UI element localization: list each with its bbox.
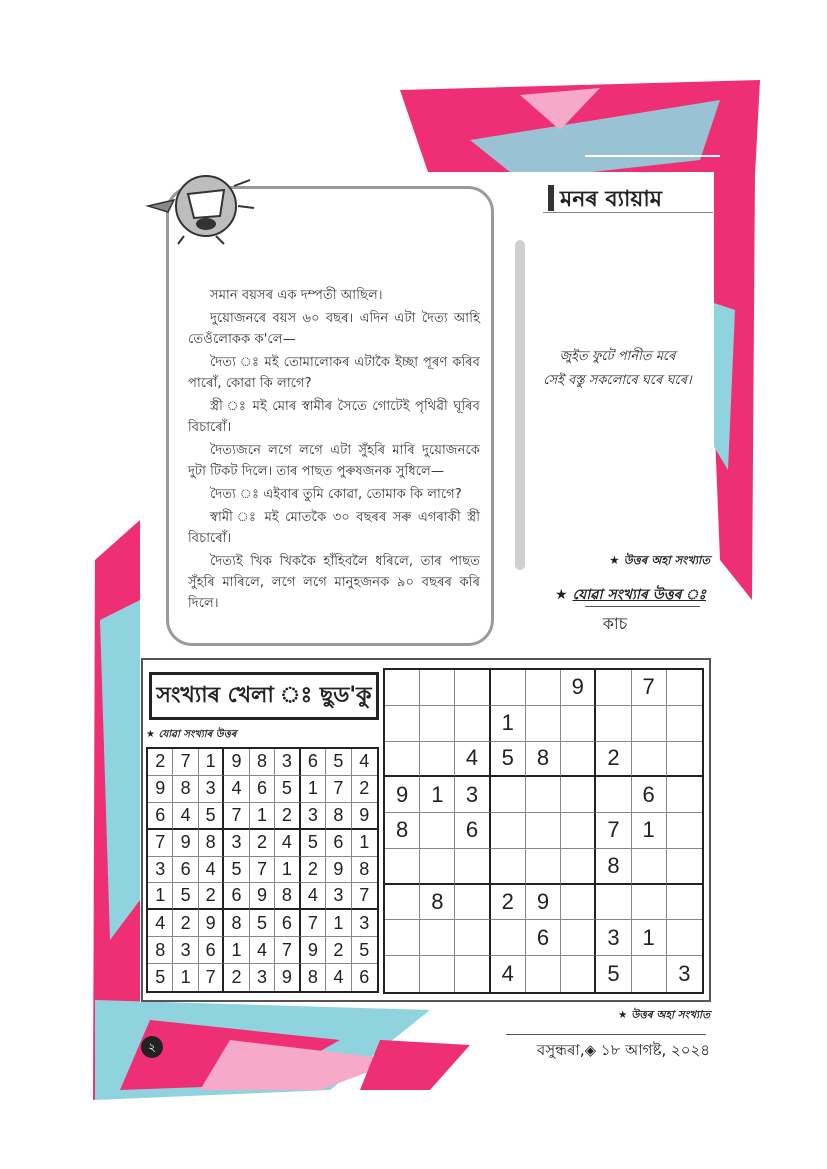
solved-grid-cell: 5 bbox=[275, 776, 300, 803]
joke-paragraph: দুয়োজনৰে বয়স ৬০ বছৰ। এদিন এটা দৈত্য আহি তেওঁলোকক ক'লে— bbox=[188, 311, 480, 347]
puzzle-grid-cell: 3 bbox=[678, 961, 691, 987]
puzzle-grid-cell bbox=[632, 742, 667, 778]
puzzle-grid-cell bbox=[420, 706, 455, 742]
puzzle-grid-cell: 2 bbox=[491, 885, 526, 921]
puzzle-grid-cell bbox=[455, 956, 490, 992]
solved-grid-cell: 2 bbox=[326, 937, 351, 964]
puzzle-grid-cell bbox=[561, 813, 596, 849]
puzzle-grid-cell bbox=[385, 706, 420, 742]
solved-grid-cell: 8 bbox=[326, 803, 351, 830]
puzzle-grid-cell bbox=[385, 849, 420, 885]
answer-hint: ★ উত্তৰ অহা সংখ্যাত bbox=[609, 553, 710, 567]
solved-grid-cell: 5 bbox=[326, 749, 351, 776]
solved-grid-cell: 5 bbox=[301, 830, 326, 857]
joke-paragraph: স্বামী ঃ মই মোতকৈ ৩০ বছৰৰ সৰু এগৰাকী স্ত্ৰী বিচাৰোঁ। bbox=[188, 510, 480, 546]
solved-grid-cell: 6 bbox=[301, 749, 326, 776]
puzzle-grid-cell bbox=[455, 920, 490, 956]
solved-grid-cell: 2 bbox=[199, 883, 224, 910]
solved-grid-cell: 4 bbox=[301, 883, 326, 910]
solved-grid-cell: 3 bbox=[326, 883, 351, 910]
solved-grid-cell: 7 bbox=[173, 749, 198, 776]
solved-grid-cell: 9 bbox=[148, 776, 173, 803]
solved-grid-cell: 2 bbox=[301, 857, 326, 884]
puzzle-grid-cell bbox=[526, 849, 561, 885]
puzzle-grid-cell bbox=[561, 885, 596, 921]
solved-grid-cell: 1 bbox=[173, 964, 198, 991]
puzzle-grid-cell bbox=[420, 742, 455, 778]
solved-grid-cell: 9 bbox=[326, 857, 351, 884]
puzzle-grid-cell: 6 bbox=[455, 813, 490, 849]
solved-grid-cell: 6 bbox=[148, 803, 173, 830]
puzzle-grid-cell bbox=[385, 670, 420, 706]
puzzle-grid-cell bbox=[667, 777, 702, 813]
solved-grid-cell: 5 bbox=[173, 883, 198, 910]
solved-grid-cell: 5 bbox=[148, 964, 173, 991]
puzzle-grid-cell bbox=[526, 706, 561, 742]
puzzle-grid-cell: 9 bbox=[561, 670, 596, 706]
solved-grid-cell: 8 bbox=[275, 883, 300, 910]
puzzle-grid-cell: 8 bbox=[596, 849, 631, 885]
solved-grid-cell: 7 bbox=[301, 910, 326, 937]
solved-label: ★ যোৱা সংখ্যাৰ উত্তৰ bbox=[146, 729, 237, 740]
solved-grid-cell: 3 bbox=[352, 910, 377, 937]
puzzle-grid-cell bbox=[420, 813, 455, 849]
puzzle-grid-cell bbox=[596, 777, 631, 813]
puzzle-grid-cell: 1 bbox=[632, 813, 667, 849]
solved-grid-cell: 8 bbox=[250, 749, 275, 776]
answer-heading bbox=[546, 583, 706, 607]
puzzle-grid-cell bbox=[526, 956, 561, 992]
solved-grid-cell: 9 bbox=[224, 749, 249, 776]
puzzle-grid-cell bbox=[385, 956, 420, 992]
solved-grid-cell: 1 bbox=[224, 937, 249, 964]
puzzle-grid-cell: 8 bbox=[385, 813, 420, 849]
solved-grid-cell: 9 bbox=[275, 964, 300, 991]
puzzle-grid-cell bbox=[596, 706, 631, 742]
solved-grid-cell: 5 bbox=[250, 910, 275, 937]
puzzle-grid-cell bbox=[526, 670, 561, 706]
header-bar bbox=[548, 185, 554, 211]
puzzle-grid-cell bbox=[561, 706, 596, 742]
answer-word: কাচ bbox=[602, 614, 628, 633]
solved-sudoku-grid bbox=[146, 747, 379, 993]
solved-grid-cell: 2 bbox=[173, 910, 198, 937]
puzzle-grid-cell bbox=[526, 813, 561, 849]
puzzle-grid-cell bbox=[491, 849, 526, 885]
solved-grid-cell: 8 bbox=[173, 776, 198, 803]
puzzle-grid-cell bbox=[526, 777, 561, 813]
solved-grid-cell: 4 bbox=[250, 937, 275, 964]
puzzle-grid-cell: 3 bbox=[596, 920, 631, 956]
puzzle-grid-cell bbox=[667, 670, 702, 706]
puzzle-grid-cell bbox=[455, 670, 490, 706]
puzzle-grid-cell: 6 bbox=[526, 920, 561, 956]
answer-hint: ★ উত্তৰ অহা সংখ্যাত bbox=[618, 1009, 710, 1021]
publication-info: বসুন্ধৰা,◈ ১৮ আগষ্ট, ২০২৪ bbox=[536, 1041, 710, 1059]
puzzle-grid-cell bbox=[667, 920, 702, 956]
joke-paragraph: দৈত্যজনে লগে লগে এটা সুঁহৰি মাৰি দুয়োজনকে দুটা টিকট দিলে। তাৰ পাছত পুৰুষজনক সুধিলে— bbox=[188, 443, 480, 479]
vertical-divider bbox=[515, 240, 525, 570]
solved-grid-cell: 7 bbox=[275, 937, 300, 964]
sudoku-puzzle-grid bbox=[383, 668, 704, 994]
solved-grid-cell: 4 bbox=[199, 857, 224, 884]
joke-paragraph: স্ত্ৰী ঃ মই মোৰ স্বামীৰ সৈতে গোটেই পৃথিৱী ঘূৰিব বিচাৰোঁ। bbox=[188, 399, 480, 435]
puzzle-grid-cell: 3 bbox=[455, 777, 490, 813]
puzzle-grid-cell: 5 bbox=[491, 742, 526, 778]
solved-grid-cell: 5 bbox=[352, 937, 377, 964]
puzzle-grid-cell bbox=[667, 742, 702, 778]
solved-grid-cell: 6 bbox=[359, 967, 370, 988]
solved-grid-cell: 2 bbox=[224, 964, 249, 991]
joke-text bbox=[188, 285, 480, 616]
puzzle-grid-cell bbox=[632, 706, 667, 742]
puzzle-grid-cell bbox=[385, 920, 420, 956]
puzzle-grid-cell bbox=[632, 885, 667, 921]
solved-grid-cell: 7 bbox=[250, 857, 275, 884]
puzzle-grid-cell: 8 bbox=[420, 885, 455, 921]
solved-grid-cell: 5 bbox=[224, 857, 249, 884]
puzzle-grid-cell bbox=[385, 742, 420, 778]
puzzle-grid-cell bbox=[420, 920, 455, 956]
solved-grid-cell: 9 bbox=[352, 803, 377, 830]
riddle bbox=[520, 345, 715, 393]
puzzle-grid-cell bbox=[667, 706, 702, 742]
solved-grid-cell: 3 bbox=[301, 803, 326, 830]
puzzle-grid-cell: 9 bbox=[526, 885, 561, 921]
puzzle-grid-cell bbox=[596, 670, 631, 706]
puzzle-grid-cell bbox=[455, 849, 490, 885]
solved-grid-cell: 3 bbox=[173, 937, 198, 964]
puzzle-grid-cell bbox=[561, 920, 596, 956]
solved-grid-cell: 9 bbox=[199, 910, 224, 937]
joke-paragraph: সমান বয়সৰ এক দম্পতী আছিল। bbox=[210, 288, 383, 303]
puzzle-grid-cell: 8 bbox=[526, 742, 561, 778]
solved-grid-cell: 4 bbox=[275, 830, 300, 857]
solved-grid-cell: 7 bbox=[199, 964, 224, 991]
puzzle-grid-cell bbox=[667, 813, 702, 849]
puzzle-grid-cell bbox=[385, 885, 420, 921]
solved-grid-cell: 8 bbox=[148, 937, 173, 964]
puzzle-grid-cell: 7 bbox=[632, 670, 667, 706]
puzzle-grid-cell bbox=[491, 920, 526, 956]
solved-grid-cell: 2 bbox=[352, 776, 377, 803]
solved-grid-cell: 4 bbox=[173, 803, 198, 830]
solved-grid-cell: 9 bbox=[250, 883, 275, 910]
solved-grid-cell: 4 bbox=[352, 749, 377, 776]
puzzle-grid-cell bbox=[667, 849, 702, 885]
solved-grid-cell: 3 bbox=[148, 857, 173, 884]
solved-grid-cell: 2 bbox=[275, 803, 300, 830]
solved-grid-cell: 2 bbox=[250, 830, 275, 857]
puzzle-grid-cell bbox=[667, 885, 702, 921]
joke-paragraph: দৈত্যই খিক খিককৈ হাঁহিবলৈ ধৰিলে, তাৰ পাছত সুঁহৰি মাৰিলে, লগে লগে মানুহজনক ৯০ বছৰৰ কৰি দিলে। bbox=[188, 554, 480, 611]
solved-grid-cell: 1 bbox=[275, 857, 300, 884]
solved-grid-cell: 7 bbox=[148, 830, 173, 857]
puzzle-grid-cell bbox=[632, 849, 667, 885]
puzzle-grid-cell bbox=[491, 670, 526, 706]
solved-grid-cell: 6 bbox=[224, 883, 249, 910]
solved-grid-cell: 7 bbox=[326, 776, 351, 803]
divider bbox=[585, 606, 700, 607]
star-icon: ★ bbox=[555, 587, 568, 603]
solved-grid-cell: 8 bbox=[199, 830, 224, 857]
puzzle-grid-cell bbox=[455, 706, 490, 742]
solved-grid-cell: 1 bbox=[301, 776, 326, 803]
solved-grid-cell: 4 bbox=[326, 964, 351, 991]
solved-grid-cell: 8 bbox=[224, 910, 249, 937]
joke-paragraph: দৈত্য ঃ এইবাৰ তুমি কোৱা, তোমাক কি লাগে? bbox=[210, 487, 462, 502]
solved-grid-cell: 7 bbox=[352, 883, 377, 910]
puzzle-grid-cell bbox=[420, 670, 455, 706]
riddle-line: জুইত ফুটে পানীত মৰে bbox=[559, 349, 676, 364]
puzzle-grid-cell bbox=[420, 956, 455, 992]
solved-grid-cell: 6 bbox=[250, 776, 275, 803]
laughing-face-icon bbox=[138, 166, 260, 246]
solved-grid-cell: 6 bbox=[326, 830, 351, 857]
solved-grid-cell: 1 bbox=[148, 883, 173, 910]
solved-grid-cell: 1 bbox=[199, 749, 224, 776]
solved-grid-cell: 4 bbox=[148, 910, 173, 937]
solved-grid-cell: 8 bbox=[301, 964, 326, 991]
solved-grid-cell: 7 bbox=[224, 803, 249, 830]
solved-grid-cell: 6 bbox=[173, 857, 198, 884]
puzzle-grid-cell: 1 bbox=[420, 777, 455, 813]
game-title: সংখ্যাৰ খেলা ঃ ছুড'কু bbox=[149, 672, 379, 720]
solved-grid-cell: 3 bbox=[199, 776, 224, 803]
puzzle-grid-cell: 4 bbox=[491, 956, 526, 992]
puzzle-grid-cell bbox=[561, 742, 596, 778]
solved-grid-cell: 8 bbox=[352, 857, 377, 884]
puzzle-grid-cell: 4 bbox=[455, 742, 490, 778]
solved-grid-cell: 3 bbox=[224, 830, 249, 857]
solved-grid-cell: 2 bbox=[148, 749, 173, 776]
page-number: ২ bbox=[141, 1036, 163, 1058]
puzzle-grid-cell bbox=[596, 885, 631, 921]
puzzle-grid-cell: 9 bbox=[385, 777, 420, 813]
solved-grid-cell: 1 bbox=[352, 830, 377, 857]
puzzle-grid-cell bbox=[561, 849, 596, 885]
solved-grid-cell: 6 bbox=[199, 937, 224, 964]
solved-grid-cell: 5 bbox=[199, 803, 224, 830]
solved-grid-cell: 9 bbox=[301, 937, 326, 964]
puzzle-grid-cell bbox=[632, 956, 667, 992]
puzzle-grid-cell: 2 bbox=[596, 742, 631, 778]
section-title: মনৰ ব্যায়াম bbox=[560, 187, 662, 212]
solved-grid-cell: 1 bbox=[250, 803, 275, 830]
puzzle-grid-cell: 5 bbox=[596, 956, 631, 992]
puzzle-grid-cell bbox=[491, 777, 526, 813]
solved-grid-cell: 9 bbox=[173, 830, 198, 857]
puzzle-grid-cell: 7 bbox=[596, 813, 631, 849]
joke-paragraph: দৈত্য ঃ মই তোমালোকৰ এটাকৈ ইচ্ছা পূৰণ কৰিব পাৰোঁ, কোৱা কি লাগে? bbox=[188, 355, 480, 391]
puzzle-grid-cell bbox=[561, 956, 596, 992]
puzzle-grid-cell bbox=[420, 849, 455, 885]
solved-grid-cell: 6 bbox=[275, 910, 300, 937]
puzzle-grid-cell: 6 bbox=[632, 777, 667, 813]
solved-grid-cell: 3 bbox=[275, 749, 300, 776]
puzzle-grid-cell bbox=[491, 813, 526, 849]
puzzle-grid-cell bbox=[455, 885, 490, 921]
solved-grid-cell: 4 bbox=[224, 776, 249, 803]
divider bbox=[585, 155, 720, 157]
solved-grid-cell: 3 bbox=[250, 964, 275, 991]
riddle-line: সেই বস্তু সকলোৰে ঘৰে ঘৰে। bbox=[543, 373, 692, 388]
divider bbox=[506, 1034, 706, 1035]
divider bbox=[543, 212, 713, 213]
solved-grid-cell: 1 bbox=[326, 910, 351, 937]
puzzle-grid-cell: 1 bbox=[632, 920, 667, 956]
puzzle-grid-cell bbox=[561, 777, 596, 813]
answer-heading-text: যোৱা সংখ্যাৰ উত্তৰ ঃ bbox=[572, 587, 706, 603]
puzzle-grid-cell: 1 bbox=[491, 706, 526, 742]
